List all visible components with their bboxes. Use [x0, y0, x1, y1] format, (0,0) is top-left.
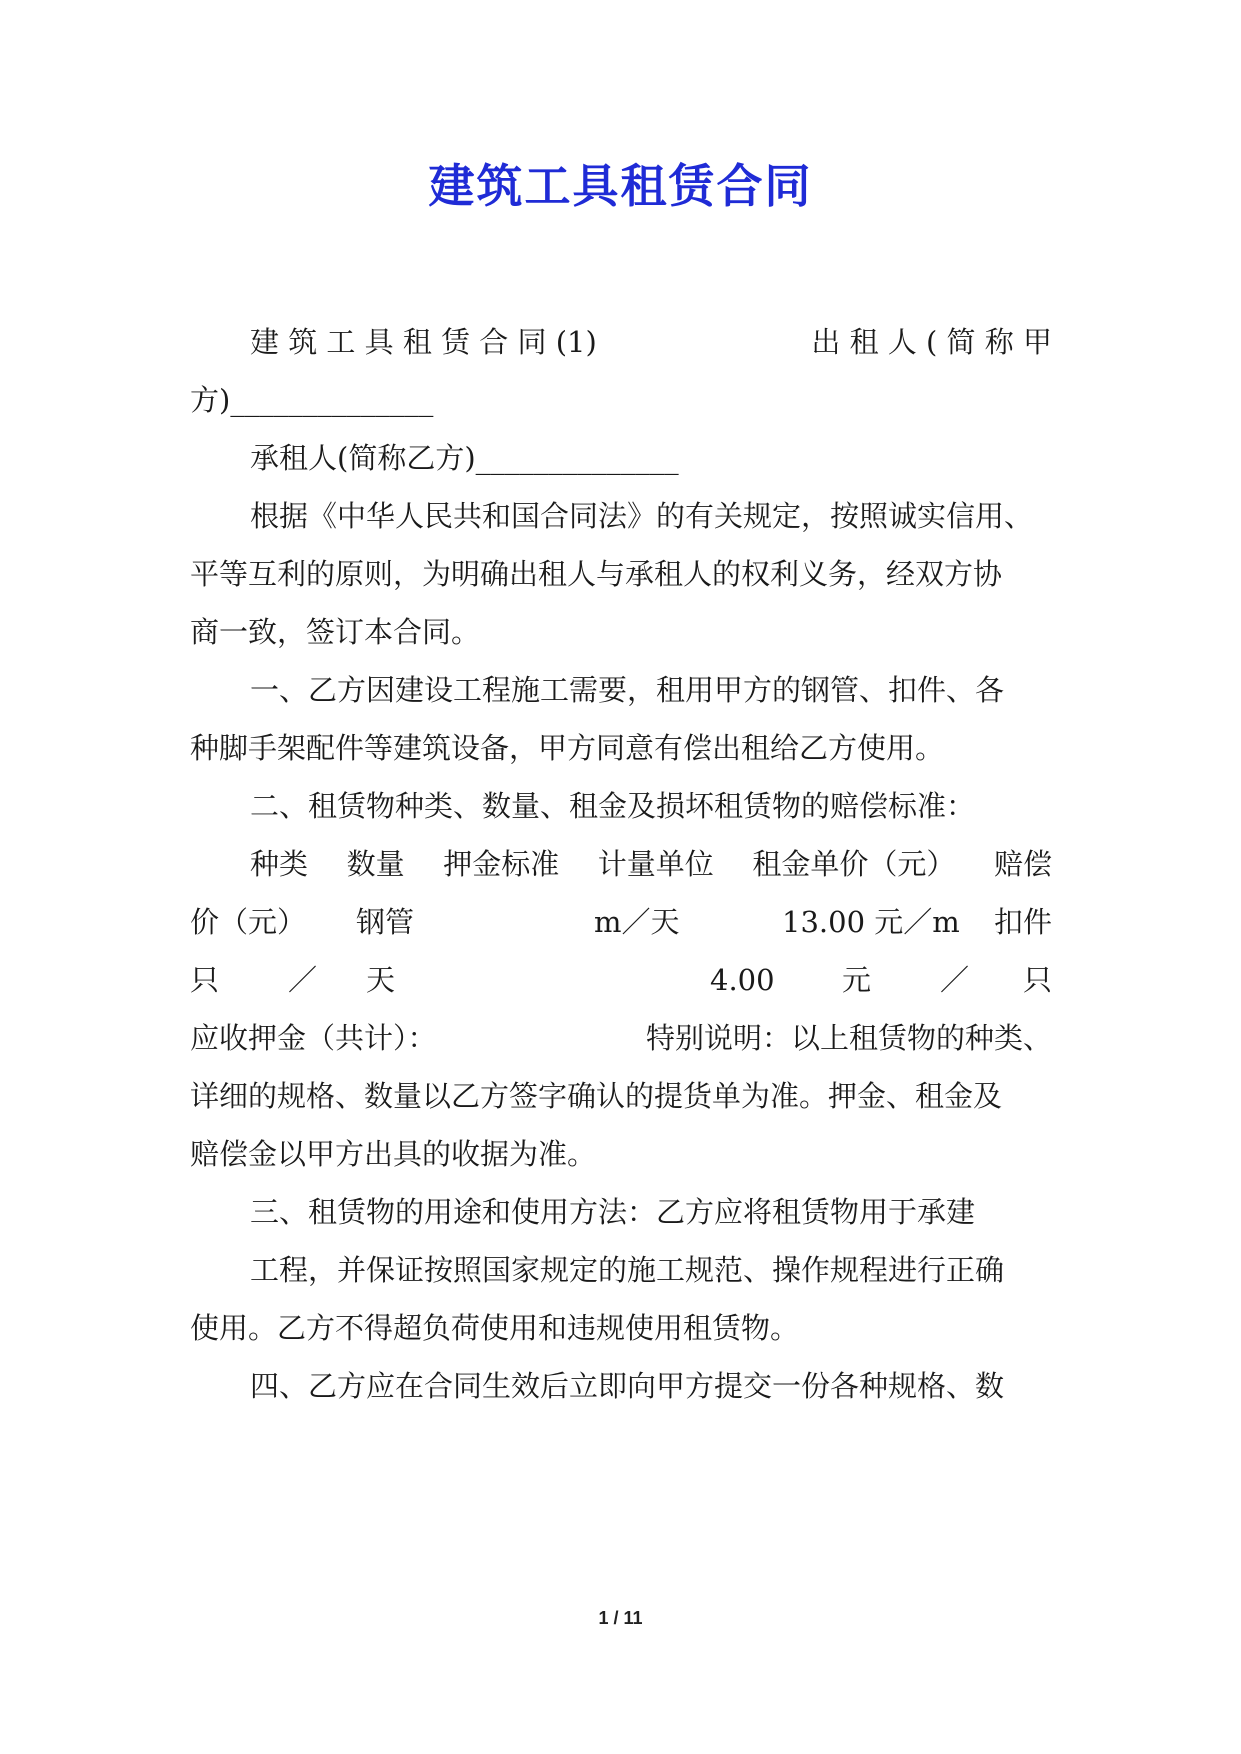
table-cell: 赔偿: [993, 847, 1052, 881]
table-cell: 只: [1022, 963, 1052, 997]
table-cell: 扣件: [993, 905, 1052, 939]
table-cell: 钢管: [356, 905, 415, 939]
contract-subtitle: 建 筑 工 具 租 赁 合 同 (1): [250, 325, 597, 359]
table-cell: 种类: [250, 847, 309, 881]
lessor-label: 出 租 人 ( 简 称 甲: [811, 325, 1052, 359]
clause4-line-1: 四、乙方应在合同生效后立即向甲方提交一份各种规格、数: [250, 1369, 1005, 1403]
table-cell: 价（元）: [190, 905, 307, 939]
table-cell: 租金单价（元）: [752, 847, 956, 881]
preamble-line-3: 商一致，签订本合同。: [190, 615, 481, 649]
table-cell: ／: [940, 963, 970, 997]
clause3-line-3: 使用。乙方不得超负荷使用和违规使用租赁物。: [190, 1311, 800, 1345]
document-title: 建筑工具租赁合同: [428, 159, 813, 213]
clause3-line-1: 三、租赁物的用途和使用方法：乙方应将租赁物用于承建: [250, 1195, 976, 1229]
deposit-label: 应收押金（共计）：: [190, 1021, 437, 1055]
table-cell: 4.00: [710, 963, 775, 997]
page-number: 1 / 11: [598, 1608, 643, 1628]
lessee-line: 承租人(简称乙方)______________: [250, 441, 679, 475]
special-note-line-3: 赔偿金以甲方出具的收据为准。: [190, 1137, 597, 1171]
table-cell: 天: [366, 963, 396, 997]
clause1-line-2: 种脚手架配件等建筑设备，甲方同意有偿出租给乙方使用。: [190, 731, 945, 765]
table-cell: m／天: [594, 905, 680, 939]
clause2-title: 二、租赁物种类、数量、租金及损坏租赁物的赔偿标准：: [250, 789, 976, 823]
clause3-line-2: 工程，并保证按照国家规定的施工规范、操作规程进行正确: [250, 1253, 1005, 1287]
table-cell: 押金标准: [443, 847, 560, 881]
table-cell: 元: [842, 963, 872, 997]
table-cell: 只: [190, 963, 220, 997]
preamble-line-1: 根据《中华人民共和国合同法》的有关规定，按照诚实信用、: [250, 499, 1034, 533]
preamble-line-2: 平等互利的原则，为明确出租人与承租人的权利义务，经双方协: [190, 557, 1003, 591]
clause1-line-1: 一、乙方因建设工程施工需要，租用甲方的钢管、扣件、各: [250, 673, 1005, 707]
heading-line: [250, 322, 1052, 362]
table-cell: 13.00 元／m: [782, 905, 960, 939]
special-note-start: 特别说明：以上租赁物的种类、: [645, 1021, 1052, 1055]
special-note-line-2: 详细的规格、数量以乙方签字确认的提货单为准。押金、租金及: [190, 1079, 1003, 1113]
table-cell: 数量: [346, 847, 405, 881]
lessor-blank: 方)______________: [190, 383, 434, 417]
rental-table-row-1: [250, 844, 1052, 884]
table-cell: 计量单位: [597, 847, 714, 881]
table-cell: ／: [288, 963, 318, 997]
